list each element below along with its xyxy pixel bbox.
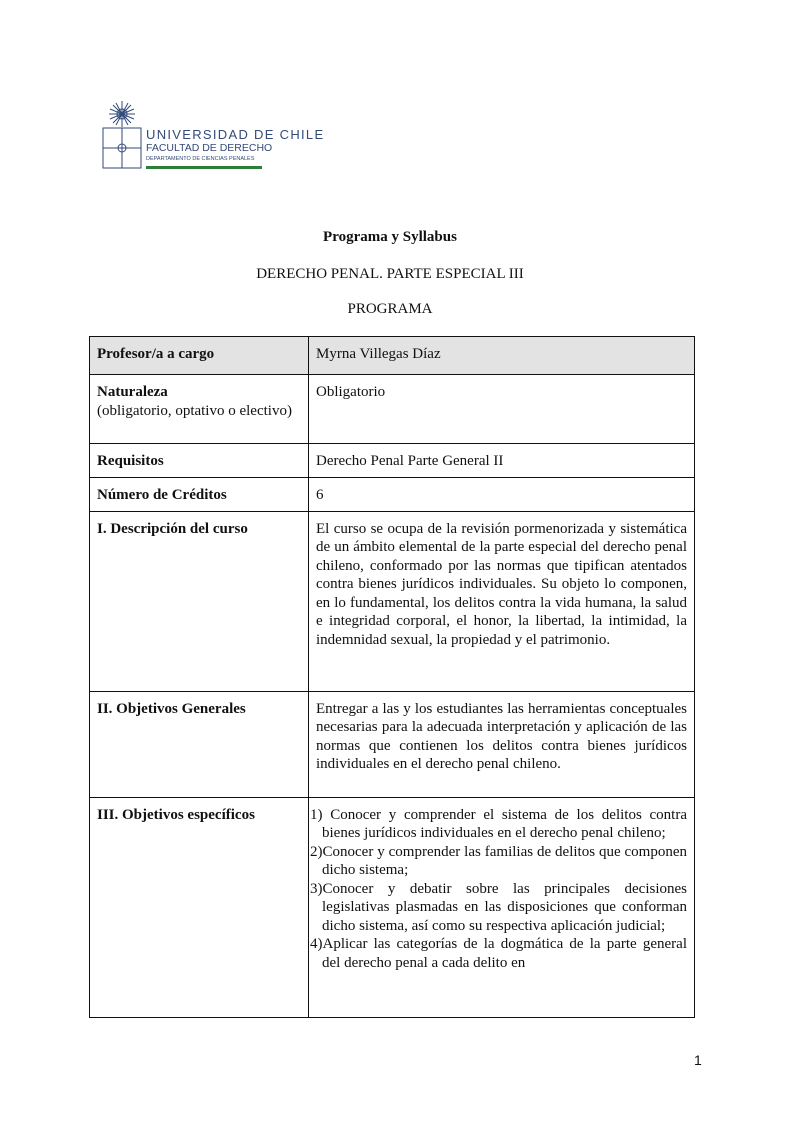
table-row	[90, 337, 695, 375]
list-item: 3)Conocer y debatir sobre las principales decisiones legislativas plasmadas en las disposiciones que conforman dicho sistema, así como su respectiva aplicación judicial;	[310, 880, 687, 934]
program-table	[89, 336, 695, 1018]
page-number: 1	[694, 1052, 702, 1068]
table-row	[90, 478, 695, 512]
university-logo	[100, 100, 325, 172]
specific-objectives-list	[310, 806, 687, 973]
table-row	[90, 444, 695, 478]
row-value: Entregar a las y los estudiantes las herramientas conceptuales necesarias para la adecuada interpretación y aplicación de las normas que contienen los delitos contra bienes jurídicos individuales en el derecho penal chileno.	[309, 691, 695, 797]
row-label: II. Objetivos Generales	[97, 700, 246, 717]
row-label: III. Objetivos específicos	[97, 806, 255, 823]
logo-department-name: DEPARTAMENTO DE CIENCIAS PENALES	[146, 156, 255, 162]
document-title: Programa y Syllabus	[323, 229, 457, 245]
row-value: El curso se ocupa de la revisión pormenorizada y sistemática de un ámbito elemental de la parte especial del derecho penal chileno, conformado por las normas que tipifican atentados contra bienes jurídicos individuales. Su objeto lo componen, en lo fundamental, los delitos contra la vida humana, la salud e integridad corporal, el honor, la libertad, la intimidad, la indemnidad sexual, la propiedad y el patrimonio.	[309, 511, 695, 691]
logo-university-name: UNIVERSIDAD DE CHILE	[146, 127, 325, 142]
row-label: Número de Créditos	[97, 487, 227, 503]
row-value: 6	[309, 478, 695, 512]
logo-green-bar	[146, 166, 262, 169]
list-item: 4)Aplicar las categorías de la dogmática de la parte general del derecho penal a cada delito en	[310, 936, 687, 971]
table-row	[90, 691, 695, 797]
table-row	[90, 375, 695, 444]
table-row	[90, 797, 695, 1017]
row-value: Derecho Penal Parte General II	[309, 444, 695, 478]
row-sublabel: (obligatorio, optativo o electivo)	[97, 402, 292, 419]
list-item: 2)Conocer y comprender las familias de delitos que componen dicho sistema;	[310, 843, 687, 878]
logo-faculty-name: FACULTAD DE DERECHO	[146, 142, 273, 154]
course-title: DERECHO PENAL. PARTE ESPECIAL III	[256, 266, 524, 282]
list-item: 1) Conocer y comprender el sistema de los delitos contra bienes jurídicos individuales en el derecho penal chileno;	[310, 806, 687, 841]
row-value: Obligatorio	[309, 375, 695, 444]
row-value: Myrna Villegas Díaz	[309, 337, 695, 375]
row-label: Profesor/a a cargo	[97, 346, 215, 362]
row-label: Requisitos	[97, 453, 164, 469]
table-row	[90, 511, 695, 691]
university-crest-icon	[100, 100, 144, 172]
row-label: Naturaleza	[97, 384, 168, 400]
row-label: I. Descripción del curso	[97, 520, 248, 537]
section-title: PROGRAMA	[347, 301, 433, 317]
